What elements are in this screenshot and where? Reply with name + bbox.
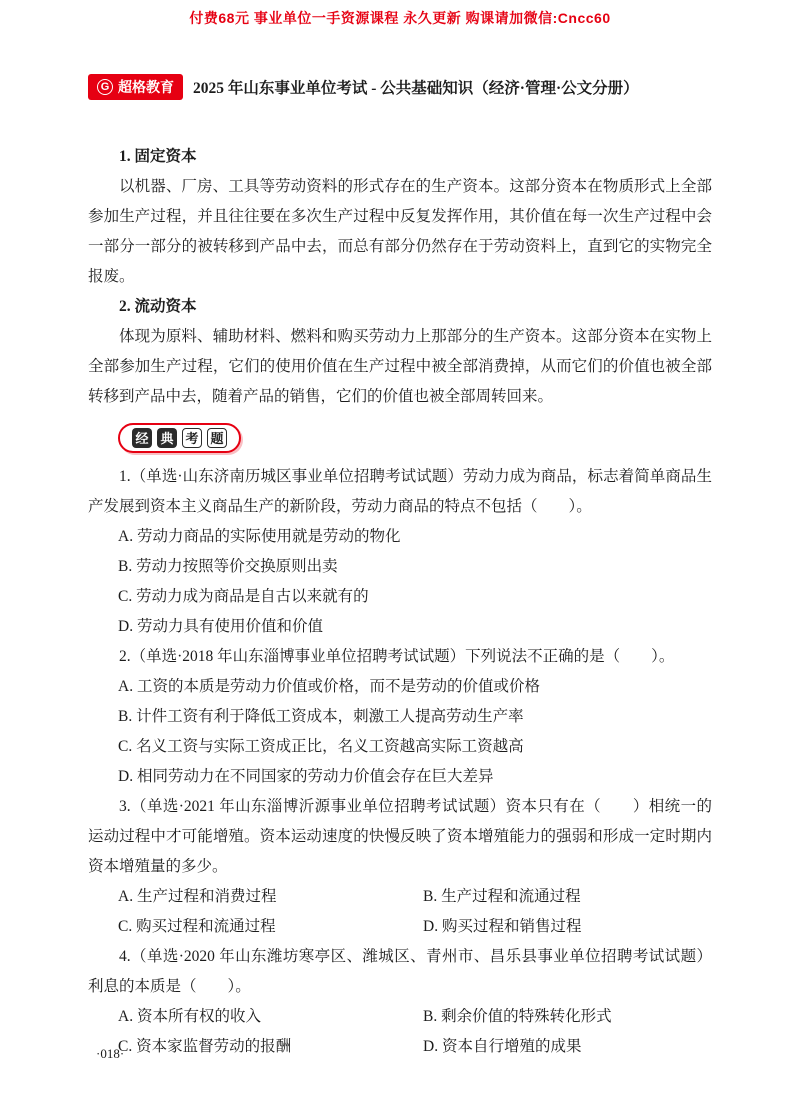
page-header	[88, 74, 712, 100]
question-4-stem: 4.（单选·2020 年山东潍坊寒亭区、潍城区、青州市、昌乐县事业单位招聘考试试题）利息的本质是（ ）。	[88, 948, 712, 995]
classic-questions-badge-row	[118, 423, 712, 453]
question-1-option-a: A. 劳动力商品的实际使用就是劳动的物化	[118, 528, 401, 545]
badge-char-2: 典	[157, 428, 177, 448]
page-title: 2025 年山东事业单位考试 - 公共基础知识（经济·管理·公文分册）	[193, 80, 639, 97]
question-2-option-c: C. 名义工资与实际工资成正比，名义工资越高实际工资越高	[118, 738, 524, 755]
question-3-option-d: D. 购买过程和销售过程	[423, 918, 582, 935]
classic-questions-badge	[118, 423, 241, 453]
section-body-circulating-capital: 体现为原料、辅助材料、燃料和购买劳动力上那部分的生产资本。这部分资本在实物上全部参加生产过程，它们的使用价值在生产过程中被全部消费掉，从而它们的价值也被全部转移到产品中去，随着产品的销售，它们的价值也被全部周转回来。	[88, 328, 712, 405]
question-3	[88, 792, 712, 942]
question-3-option-b: B. 生产过程和流通过程	[423, 888, 581, 905]
question-1-option-c: C. 劳动力成为商品是自古以来就有的	[118, 588, 369, 605]
question-4-option-c: C. 资本家监督劳动的报酬	[118, 1038, 292, 1055]
question-4-option-d: D. 资本自行增殖的成果	[423, 1038, 582, 1055]
brand-logo	[88, 74, 183, 100]
question-4-options	[88, 1002, 712, 1062]
badge-char-4: 题	[207, 428, 227, 448]
question-2-option-b: B. 计件工资有利于降低工资成本，刺激工人提高劳动生产率	[118, 708, 524, 725]
question-1	[88, 462, 712, 642]
question-2-option-a: A. 工资的本质是劳动力价值或价格，而不是劳动的价值或价格	[118, 678, 540, 695]
question-4-option-a: A. 资本所有权的收入	[118, 1008, 261, 1025]
question-3-options	[88, 882, 712, 942]
question-3-option-a: A. 生产过程和消费过程	[118, 888, 277, 905]
section-body-fixed-capital: 以机器、厂房、工具等劳动资料的形式存在的生产资本。这部分资本在物质形式上全部参加生产过程，并且往往要在多次生产过程中反复发挥作用，其价值在每一次生产过程中会一部分一部分的被转移到产品中去，而总有部分仍然存在于劳动资料上，直到它的实物完全报废。	[88, 178, 712, 285]
page-number: ·018·	[96, 1046, 125, 1061]
section-heading-fixed-capital: 1. 固定资本	[119, 148, 197, 165]
question-4	[88, 942, 712, 1062]
brand-logo-icon: G	[97, 79, 113, 95]
document-body	[88, 142, 712, 1062]
badge-char-1: 经	[132, 428, 152, 448]
question-2-stem: 2.（单选·2018 年山东淄博事业单位招聘考试试题）下列说法不正确的是（ ）。	[119, 648, 675, 665]
question-4-option-b: B. 剩余价值的特殊转化形式	[423, 1008, 612, 1025]
section-heading-circulating-capital: 2. 流动资本	[119, 298, 197, 315]
question-2	[88, 642, 712, 792]
question-3-option-c: C. 购买过程和流通过程	[118, 918, 276, 935]
badge-char-3: 考	[182, 428, 202, 448]
promo-banner: 付费68元 事业单位一手资源课程 永久更新 购课请加微信:Cncc60	[189, 10, 611, 26]
question-1-option-b: B. 劳动力按照等价交换原则出卖	[118, 558, 338, 575]
question-2-option-d: D. 相同劳动力在不同国家的劳动力价值会存在巨大差异	[118, 768, 494, 785]
question-3-stem: 3.（单选·2021 年山东淄博沂源事业单位招聘考试试题）资本只有在（ ）相统一的运动过程中才可能增殖。资本运动速度的快慢反映了资本增殖能力的强弱和形成一定时期内资本增殖量的多少。	[88, 798, 712, 875]
brand-logo-text: 超格教育	[118, 79, 174, 95]
question-1-option-d: D. 劳动力具有使用价值和价值	[118, 618, 323, 635]
question-1-stem: 1.（单选·山东济南历城区事业单位招聘考试试题）劳动力成为商品，标志着简单商品生产发展到资本主义商品生产的新阶段，劳动力商品的特点不包括（ ）。	[88, 468, 712, 515]
